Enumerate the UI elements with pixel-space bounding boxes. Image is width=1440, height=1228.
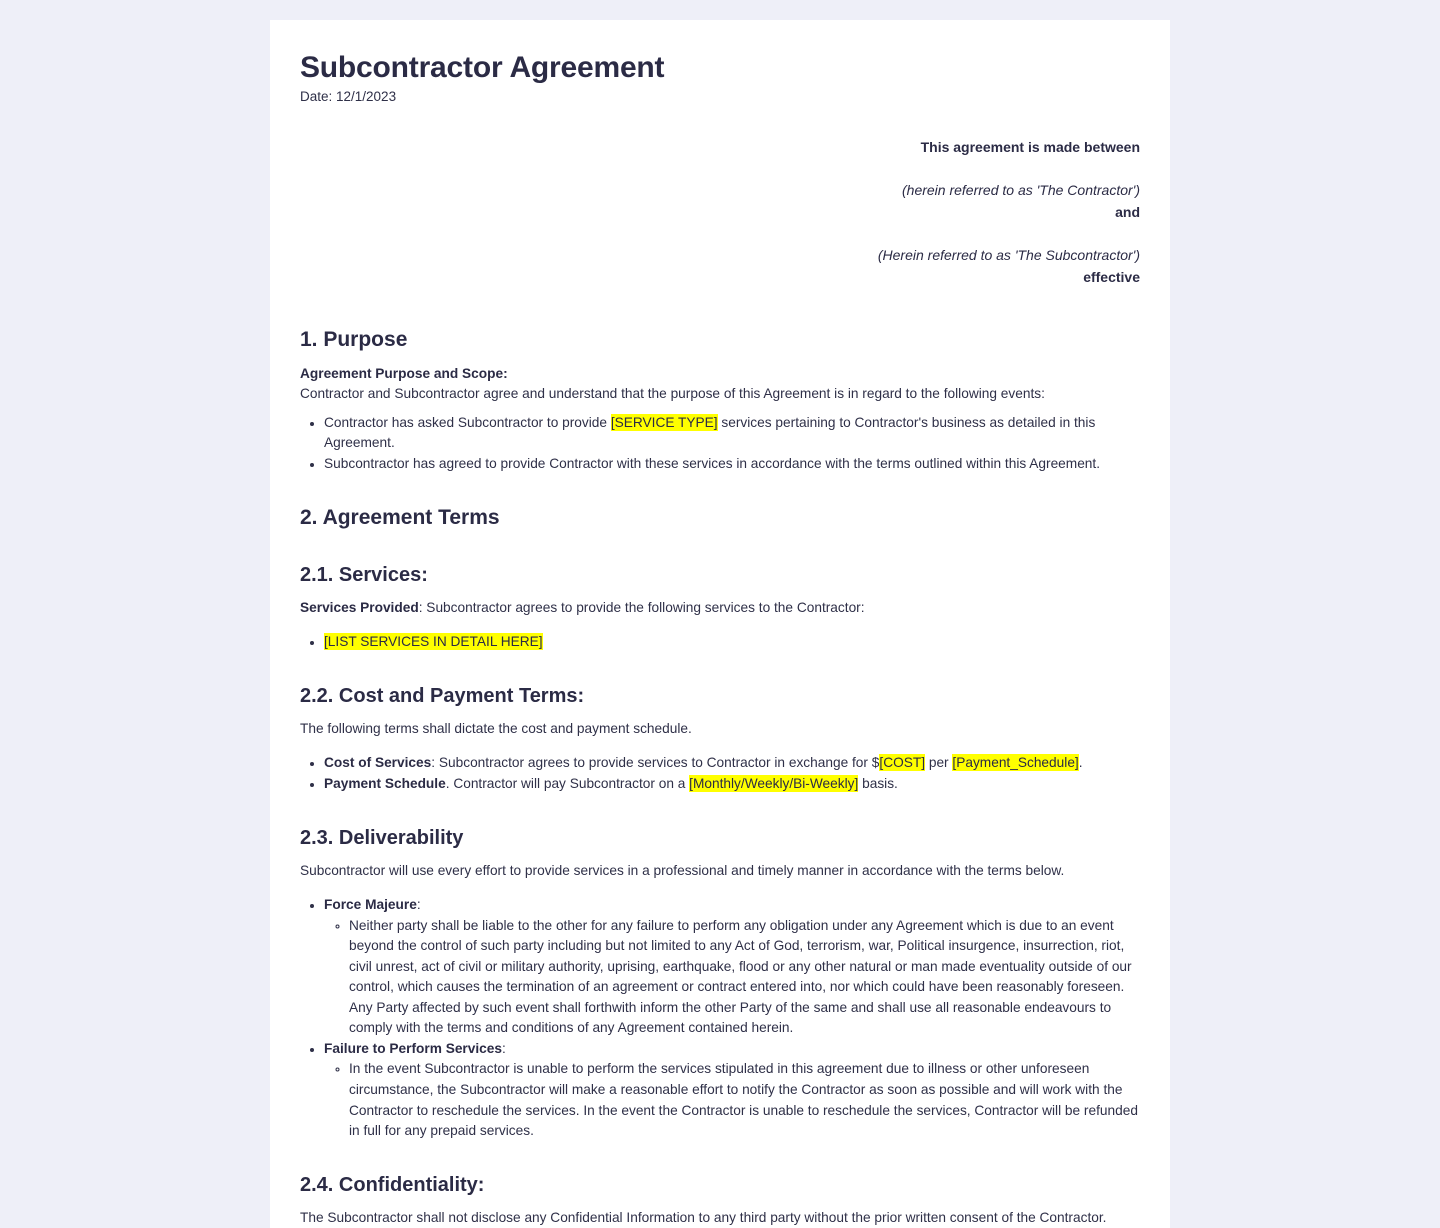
payment-schedule-placeholder: [Payment_Schedule] — [952, 755, 1079, 771]
force-majeure-text: Neither party shall be liable to the other for any failure to perform any obligation under any Agreement which is due to an event beyond the control of such party including but not limited to any Act of God, terrorism, war, Political insurgence, insurrection, riot, civil unrest, act of civil or military authority, uprising, earthquake, flood or any other natural or man made eventuality outside of our control, which causes the termination of an agreement or contract entered into, nor which could have been reasonably foreseen. Any Party affected by such event shall forthwith inform the other Party of the same and shall use all reasonable endeavours to comply with the terms and conditions of any Agreement contained herein. — [349, 917, 1132, 1036]
heading-services: 2.1. Services: — [300, 563, 428, 586]
cost-placeholder: [COST] — [879, 755, 926, 771]
purpose-bullet-list — [300, 413, 1140, 475]
cost-of-services-label: Cost of Services — [324, 755, 432, 771]
cost-pre: : Subcontractor agrees to provide services to Contractor in exchange for $ — [431, 755, 880, 771]
list-item — [324, 454, 1140, 475]
purpose-bullet2: Subcontractor has agreed to provide Contractor with these services in accordance with the terms outlined within this Agreement. — [324, 455, 1101, 471]
deliverability-bullet-list — [300, 895, 1140, 1142]
failure-to-perform-sublist — [324, 1059, 1140, 1141]
list-item — [349, 1059, 1140, 1141]
document-date: Date: 12/1/2023 — [300, 89, 397, 105]
parties-intro: This agreement is made between — [920, 138, 1140, 155]
services-intro-rest: : Subcontractor agrees to provide the following services to the Contractor: — [418, 599, 865, 615]
services-bullet-list — [300, 632, 1140, 653]
heading-agreement-terms: 2. Agreement Terms — [300, 506, 500, 530]
cost-post: . — [1078, 755, 1083, 771]
heading-cost-payment: 2.2. Cost and Payment Terms: — [300, 684, 585, 707]
services-provided-label: Services Provided — [300, 599, 419, 615]
cost-mid: per — [925, 755, 953, 771]
subcontractor-name-blank — [300, 223, 1140, 245]
failure-to-perform-label: Failure to Perform Services — [324, 1040, 503, 1056]
payment-frequency-placeholder: [Monthly/Weekly/Bi-Weekly] — [689, 775, 859, 791]
purpose-bullet1-post: services pertaining to Contractor's business as detailed in this Agreement. — [324, 414, 1096, 451]
payment-schedule-label: Payment Schedule — [324, 775, 446, 791]
schedule-pre: . Contractor will pay Subcontractor on a — [445, 775, 690, 791]
list-item — [324, 774, 1140, 795]
cost-payment-intro: The following terms shall dictate the cost and payment schedule. — [300, 720, 692, 736]
list-item — [324, 895, 1140, 1039]
cost-payment-bullet-list — [300, 753, 1140, 794]
list-item — [324, 413, 1140, 454]
force-majeure-sublist — [324, 916, 1140, 1039]
services-intro — [300, 598, 1140, 619]
service-type-placeholder: [SERVICE TYPE] — [610, 414, 718, 430]
list-item — [349, 916, 1140, 1039]
purpose-scope-label — [300, 364, 1140, 385]
effective-label: effective — [1083, 268, 1140, 285]
failure-colon: : — [502, 1040, 506, 1056]
list-item — [324, 632, 1140, 653]
list-item — [324, 753, 1140, 774]
contractor-name-blank — [300, 158, 1140, 180]
heading-confidentiality: 2.4. Confidentiality: — [300, 1173, 485, 1196]
page-title: Subcontractor Agreement — [300, 51, 665, 84]
parties-block — [300, 137, 1140, 289]
list-item — [324, 1039, 1140, 1142]
deliverability-intro: Subcontractor will use every effort to provide services in a professional and timely manner in accordance with the terms below. — [300, 862, 1065, 878]
subcontractor-note: (Herein referred to as 'The Subcontractor') — [877, 247, 1140, 264]
list-services-placeholder: [LIST SERVICES IN DETAIL HERE] — [324, 634, 543, 650]
contractor-note: (herein referred to as 'The Contractor') — [902, 182, 1140, 199]
purpose-intro: Contractor and Subcontractor agree and understand that the purpose of this Agreement is in regard to the following events: — [300, 386, 1045, 402]
parties-and: and — [1115, 203, 1140, 220]
confidentiality-text: The Subcontractor shall not disclose any Confidential Information to any third party without the prior written consent of the Contractor. — [300, 1209, 1107, 1225]
heading-deliverability: 2.3. Deliverability — [300, 826, 464, 849]
purpose-scope-label-text: Agreement Purpose and Scope: — [300, 365, 508, 381]
force-majeure-colon: : — [416, 897, 421, 913]
failure-to-perform-text: In the event Subcontractor is unable to perform the services stipulated in this agreement due to illness or other unforeseen circumstance, the Subcontractor will make a reasonable effort to notify the Contractor as soon as possible and will work with the Contractor to reschedule the services. In the event the Contractor is unable to reschedule the services, Contractor will be refunded in full for any prepaid services. — [349, 1061, 1138, 1139]
heading-purpose: 1. Purpose — [300, 328, 408, 352]
purpose-bullet1-pre: Contractor has asked Subcontractor to provide — [324, 414, 611, 430]
schedule-post: basis. — [858, 775, 898, 791]
document-page — [270, 20, 1170, 1228]
force-majeure-label: Force Majeure — [324, 897, 417, 913]
